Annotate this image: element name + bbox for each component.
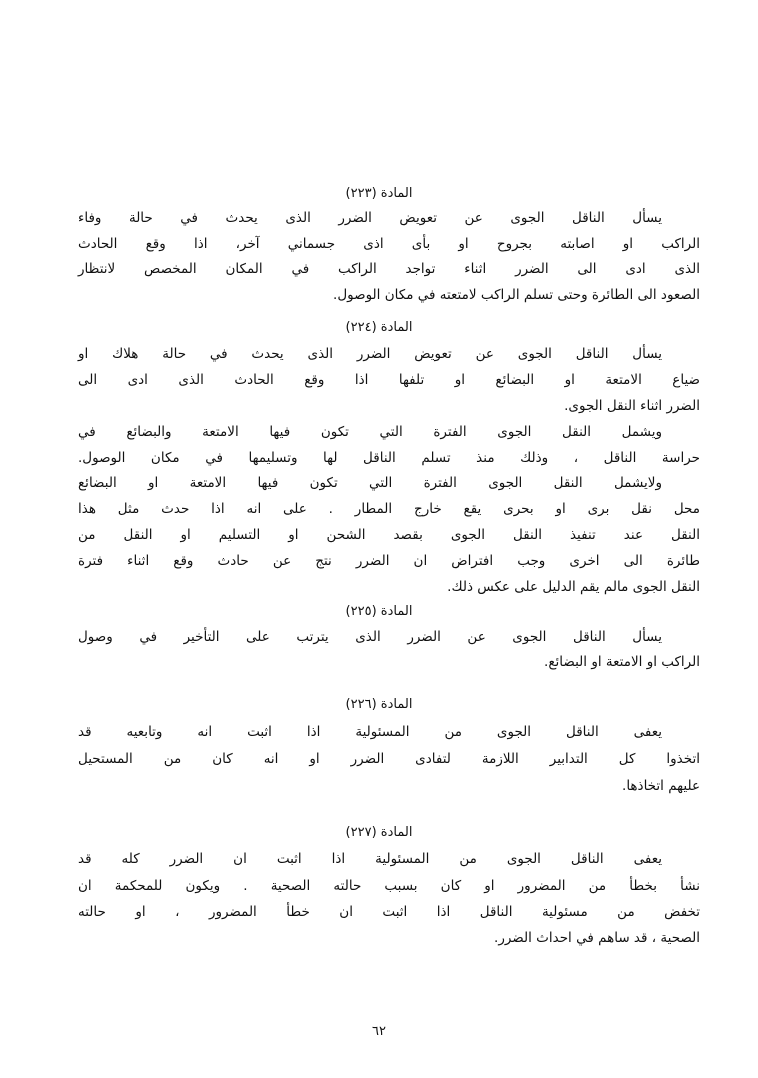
text-line: الراكب او الامتعة او البضائع. <box>544 654 700 670</box>
text-line: الراكب او اصابته بجروح او بأى اذى جسماني آخر، اذا وقع الحادث <box>78 236 700 252</box>
text-line: يسأل الناقل الجوى عن تعويض الضرر الذى يحدث في حالة وفاء <box>78 210 662 226</box>
text-line: الذى ادى الى الضرر اثناء تواجد الراكب في المكان المخصص لانتظار <box>78 261 700 277</box>
text-line: يعفى الناقل الجوى من المسئولية اذا اثبت ان الضرر كله قد <box>78 851 662 867</box>
text-line: اتخذوا كل التدابير اللازمة لتفادى الضرر او انه كان من المستحيل <box>78 751 700 767</box>
text-line: الصحية ، قد ساهم في احداث الضرر. <box>494 930 700 946</box>
text-line: الصعود الى الطائرة وحتى تسلم الراكب لامتعته في مكان الوصول. <box>333 287 700 303</box>
text-line: عليهم اتخاذها. <box>622 778 700 794</box>
text-line: محل نقل برى او بحرى يقع خارج المطار . على انه اذا حدث مثل هذا <box>78 501 700 517</box>
text-line: النقل الجوى مالم يقم الدليل على عكس ذلك. <box>447 579 700 595</box>
article-heading: المادة (٢٢٦) <box>345 697 413 712</box>
text-line: النقل عند تنفيذ النقل الجوى بقصد الشحن او التسليم او النقل من <box>78 527 700 543</box>
article-heading: المادة (٢٢٤) <box>345 320 413 335</box>
text-line: الضرر اثناء النقل الجوى. <box>564 398 700 414</box>
text-line: ضياع الامتعة او البضائع او تلفها اذا وقع الحادث الذى ادى الى <box>78 372 700 388</box>
article-heading: المادة (٢٢٣) <box>345 186 413 201</box>
text-line: طائرة الى اخرى وجب افتراض ان الضرر نتج عن حادث وقع اثناء فترة <box>78 553 700 569</box>
text-line: يعفى الناقل الجوى من المسئولية اذا اثبت انه وتابعيه قد <box>78 724 662 740</box>
page-number: ٦٢ <box>372 1024 386 1039</box>
text-line: تخفض من مسئولية الناقل اذا اثبت ان خطأ المضرور ، او حالته <box>78 904 700 920</box>
text-line: ويشمل النقل الجوى الفترة التي تكون فيها الامتعة والبضائع في <box>78 424 662 440</box>
text-line: حراسة الناقل ، وذلك منذ تسلم الناقل لها وتسليمها في مكان الوصول. <box>78 450 700 466</box>
text-line: يسأل الناقل الجوى عن تعويض الضرر الذى يحدث في حالة هلاك او <box>78 346 662 362</box>
text-line: يسأل الناقل الجوى عن الضرر الذى يترتب على التأخير في وصول <box>78 629 662 645</box>
article-heading: المادة (٢٢٧) <box>345 825 413 840</box>
text-line: نشأ بخطأ من المضرور او كان بسبب حالته الصحية . ويكون للمحكمة ان <box>78 878 700 894</box>
article-heading: المادة (٢٢٥) <box>345 604 413 619</box>
text-line: ولايشمل النقل الجوى الفترة التي تكون فيها الامتعة او البضائع <box>78 475 662 491</box>
